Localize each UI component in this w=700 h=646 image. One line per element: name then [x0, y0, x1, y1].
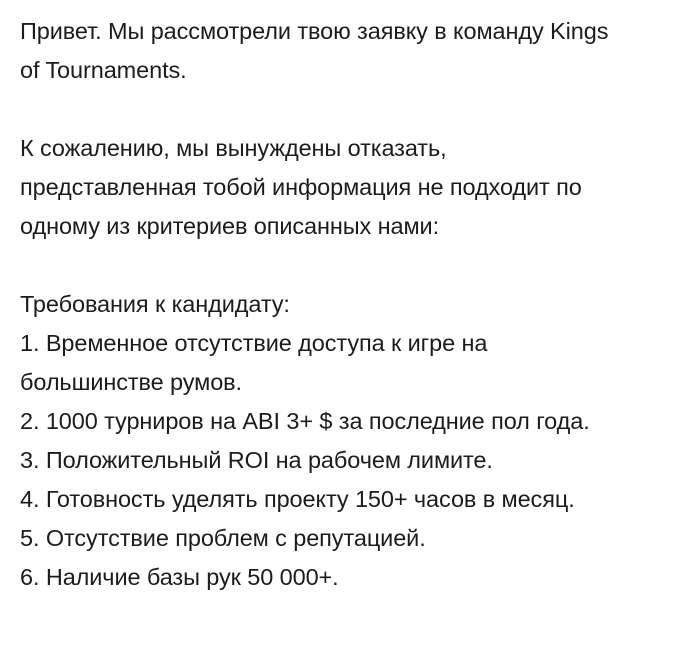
- requirement-item: 2. 1000 турниров на ABI 3+ $ за последние пол года.: [20, 408, 590, 434]
- requirements-section: [20, 285, 692, 597]
- message-body: [20, 12, 692, 597]
- requirement-item: 5. Отсутствие проблем с репутацией.: [20, 525, 426, 551]
- greeting-line-2: of Tournaments.: [20, 57, 187, 83]
- greeting-paragraph: [20, 12, 692, 90]
- requirements-title: Требования к кандидату:: [20, 291, 290, 317]
- requirement-item-continuation: большинстве румов.: [20, 369, 242, 395]
- requirement-item: 1. Временное отсутствие доступа к игре на: [20, 330, 488, 356]
- requirement-item: 4. Готовность уделять проекту 150+ часов в месяц.: [20, 486, 575, 512]
- rejection-line-2: представленная тобой информация не подходит по: [20, 174, 582, 200]
- requirement-item: 3. Положительный ROI на рабочем лимите.: [20, 447, 493, 473]
- requirement-item: 6. Наличие базы рук 50 000+.: [20, 564, 339, 590]
- paragraph-spacer: [20, 246, 692, 285]
- rejection-line-3: одному из критериев описанных нами:: [20, 213, 439, 239]
- rejection-paragraph: [20, 129, 692, 246]
- greeting-line-1: Привет. Мы рассмотрели твою заявку в команду Kings: [20, 18, 609, 44]
- paragraph-spacer: [20, 90, 692, 129]
- rejection-line-1: К сожалению, мы вынуждены отказать,: [20, 135, 447, 161]
